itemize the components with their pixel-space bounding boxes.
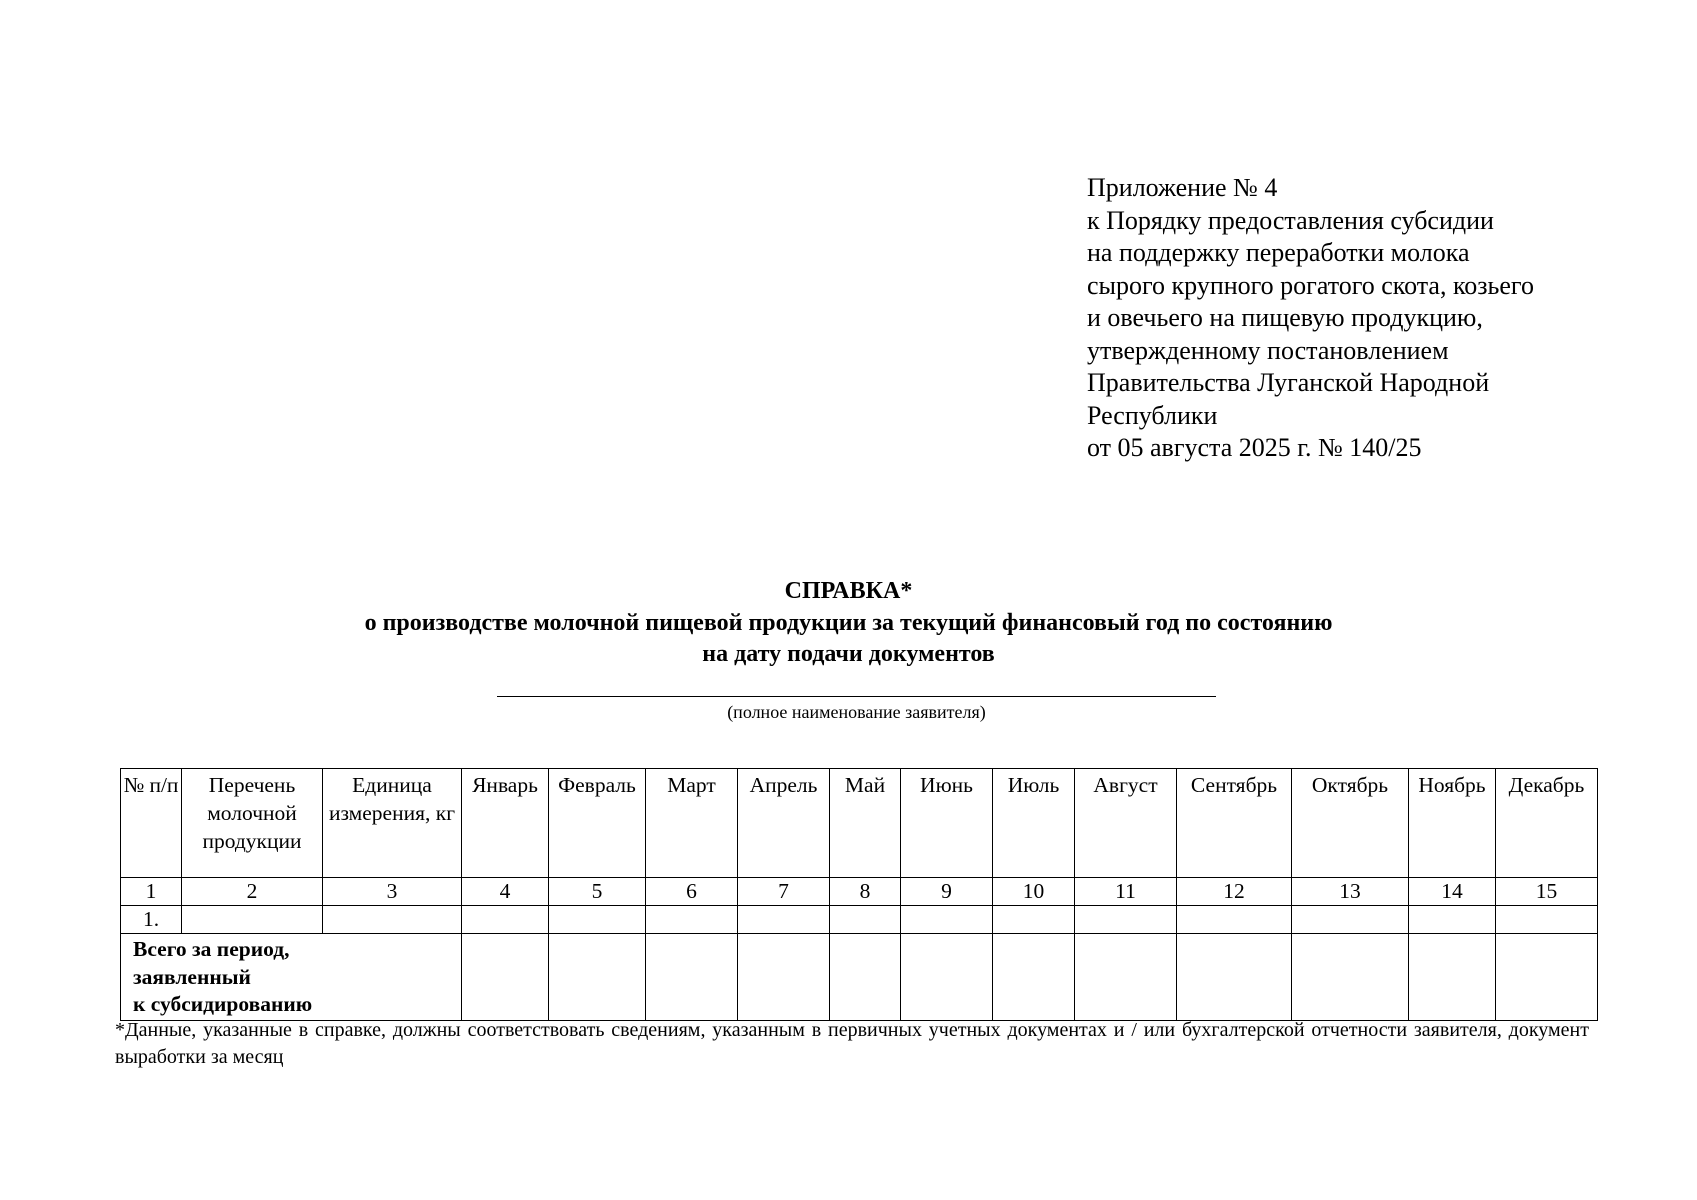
applicant-name-field-line bbox=[497, 696, 1216, 697]
appendix-line: сырого крупного рогатого скота, козьего bbox=[1087, 270, 1534, 300]
header-cell: Август bbox=[1075, 769, 1177, 878]
appendix-line: Правительства Луганской Народной bbox=[1087, 368, 1490, 397]
row-number-cell: 1. bbox=[121, 906, 182, 934]
total-month-cell bbox=[830, 934, 901, 1021]
column-number-cell: 3 bbox=[323, 878, 462, 906]
header-cell: Перечень молочной продукции bbox=[182, 769, 323, 878]
month-cell bbox=[993, 906, 1075, 934]
column-number-cell: 11 bbox=[1075, 878, 1177, 906]
header-cell: Декабрь bbox=[1496, 769, 1598, 878]
column-number-cell: 14 bbox=[1409, 878, 1496, 906]
month-cell bbox=[646, 906, 738, 934]
column-number-cell: 6 bbox=[646, 878, 738, 906]
appendix-line: и овечьего на пищевую продукцию, bbox=[1087, 303, 1483, 332]
total-month-cell bbox=[1075, 934, 1177, 1021]
column-number-cell: 8 bbox=[830, 878, 901, 906]
product-name-cell bbox=[182, 906, 323, 934]
appendix-line: Приложение № 4 bbox=[1087, 173, 1278, 202]
total-month-cell bbox=[738, 934, 830, 1021]
column-number-row bbox=[121, 878, 1598, 906]
column-number-cell: 10 bbox=[993, 878, 1075, 906]
total-label-line: к субсидированию bbox=[133, 992, 313, 1016]
total-month-cell bbox=[993, 934, 1075, 1021]
table-row bbox=[121, 906, 1598, 934]
title-heading: СПРАВКА* bbox=[784, 578, 913, 604]
total-month-cell bbox=[1292, 934, 1409, 1021]
total-label-line: Всего за период, bbox=[133, 937, 290, 961]
column-number-cell: 1 bbox=[121, 878, 182, 906]
applicant-caption: (полное наименование заявителя) bbox=[727, 702, 986, 722]
column-number-cell: 4 bbox=[462, 878, 549, 906]
document-title bbox=[0, 576, 1697, 671]
total-month-cell bbox=[646, 934, 738, 1021]
header-cell: Сентябрь bbox=[1177, 769, 1292, 878]
month-cell bbox=[738, 906, 830, 934]
column-number-cell: 7 bbox=[738, 878, 830, 906]
appendix-line: на поддержку переработки молока bbox=[1087, 238, 1470, 267]
header-cell: Июль bbox=[993, 769, 1075, 878]
appendix-line: утвержденному постановлением bbox=[1087, 335, 1449, 365]
title-line: о производстве молочной пищевой продукции за текущий финансовый год по состоянию bbox=[364, 609, 1333, 636]
column-number-cell: 12 bbox=[1177, 878, 1292, 906]
total-month-cell bbox=[1177, 934, 1292, 1021]
month-cell bbox=[1177, 906, 1292, 934]
month-cell bbox=[1496, 906, 1598, 934]
header-cell: Февраль bbox=[549, 769, 646, 878]
total-month-cell bbox=[1409, 934, 1496, 1021]
header-cell: № п/п bbox=[121, 769, 182, 878]
total-label-line: заявленный bbox=[133, 964, 251, 989]
total-month-cell bbox=[901, 934, 993, 1021]
total-month-cell bbox=[549, 934, 646, 1021]
month-cell bbox=[1075, 906, 1177, 934]
header-cell: Март bbox=[646, 769, 738, 878]
appendix-line: от 05 августа 2025 г. № 140/25 bbox=[1087, 433, 1422, 462]
month-cell bbox=[549, 906, 646, 934]
appendix-line: к Порядку предоставления субсидии bbox=[1087, 205, 1494, 235]
header-cell: Январь bbox=[462, 769, 549, 878]
total-label-cell bbox=[121, 934, 462, 1021]
header-cell: Июнь bbox=[901, 769, 993, 878]
footnote: *Данные, указанные в справке, должны соответствовать сведениям, указанным в первичных учетных документах и / или бухгалтерской отчетности заявителя, документ выработки за месяц bbox=[115, 1019, 1589, 1068]
column-number-cell: 9 bbox=[901, 878, 993, 906]
month-cell bbox=[1409, 906, 1496, 934]
column-number-cell: 15 bbox=[1496, 878, 1598, 906]
appendix-block bbox=[1087, 172, 1534, 465]
header-cell: Май bbox=[830, 769, 901, 878]
header-cell: Единица измерения, кг bbox=[323, 769, 462, 878]
total-month-cell bbox=[462, 934, 549, 1021]
appendix-line: Республики bbox=[1087, 400, 1218, 430]
production-table bbox=[120, 768, 1598, 1021]
month-cell bbox=[1292, 906, 1409, 934]
table-header-row bbox=[121, 769, 1598, 878]
header-cell: Апрель bbox=[738, 769, 830, 878]
unit-cell bbox=[323, 906, 462, 934]
month-cell bbox=[462, 906, 549, 934]
title-line: на дату подачи документов bbox=[702, 641, 995, 667]
column-number-cell: 2 bbox=[182, 878, 323, 906]
total-row bbox=[121, 934, 1598, 1021]
month-cell bbox=[901, 906, 993, 934]
header-cell: Октябрь bbox=[1292, 769, 1409, 878]
column-number-cell: 13 bbox=[1292, 878, 1409, 906]
column-number-cell: 5 bbox=[549, 878, 646, 906]
total-month-cell bbox=[1496, 934, 1598, 1021]
month-cell bbox=[830, 906, 901, 934]
header-cell: Ноябрь bbox=[1409, 769, 1496, 878]
